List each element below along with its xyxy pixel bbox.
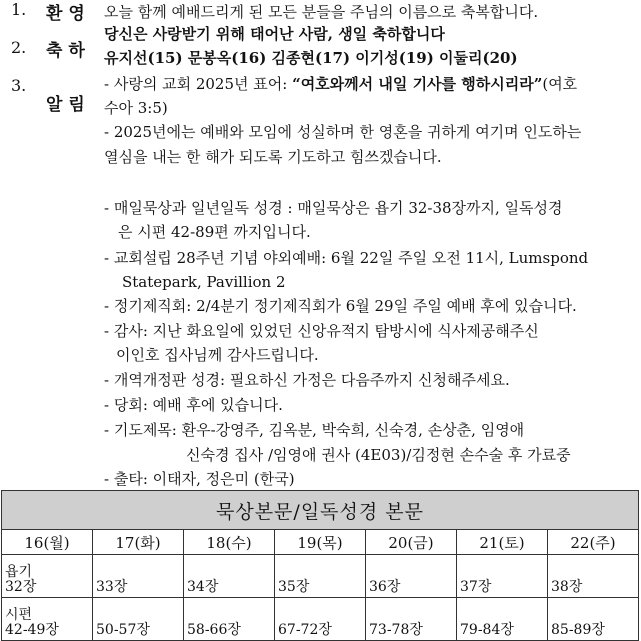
section-number-1: 1. (11, 0, 27, 19)
section-number-2: 2. (11, 38, 27, 57)
reading-table (1, 490, 639, 641)
table-row (2, 555, 639, 598)
table-row (2, 598, 639, 641)
travel-line: - 출타: 이태자, 정은미 (한국) (104, 470, 295, 488)
table-cell: 85-89장 (548, 598, 639, 641)
birthday-names: 유지선(15) 문봉옥(16) 김종현(17) 이기성(19) 이둘리(20) (104, 49, 518, 67)
table-cell: 35장 (275, 555, 366, 598)
meeting-line: - 정기제직회: 2/4분기 정기제직회가 6월 29일 주일 예배 후에 있습니다. (104, 297, 577, 315)
prayer-line-2: 신숙경 집사 /임영애 권사 (4E03)/김정현 손수술 후 가료중 (186, 446, 571, 464)
table-cell: 73-78장 (366, 598, 457, 641)
welcome-text: 오늘 함께 예배드리게 된 모든 분들을 주님의 이름으로 축복합니다. (104, 3, 539, 21)
table-cell: 37장 (457, 555, 548, 598)
table-cell (2, 555, 93, 598)
section-heading-congrats: 축하 (46, 41, 91, 61)
day-header: 21(토) (457, 530, 548, 555)
day-header: 18(수) (184, 530, 275, 555)
table-cell: 36장 (366, 555, 457, 598)
table-cell (2, 598, 93, 641)
thanks-line-1: - 감사: 지난 화요일에 있었던 신앙유적지 탐방시에 식사제공해주신 (104, 322, 539, 340)
motto-ref-end: 수아 3:5) (104, 99, 168, 117)
section-number-3: 3. (11, 76, 27, 95)
table-cell: 38장 (548, 555, 639, 598)
devotion-line-1: - 매일묵상과 일년일독 성경 : 매일묵상은 욥기 32-38장까지, 일독성경 (104, 199, 563, 217)
day-header: 19(목) (275, 530, 366, 555)
motto-quote: “여호와께서 내일 기사를 행하시리라” (292, 75, 543, 93)
day-header: 17(화) (93, 530, 184, 555)
picnic-line-2: Statepark, Pavillion 2 (122, 273, 286, 291)
day-header: 20(금) (366, 530, 457, 555)
picnic-line-1: - 교회설립 28주년 기념 야외예배: 6월 22일 주일 오전 11시, Lumspond (104, 249, 589, 267)
table-cell: 50-57장 (93, 598, 184, 641)
table-cell: 33장 (93, 555, 184, 598)
section-heading-announcements: 알림 (46, 95, 91, 115)
section-heading-welcome: 환영 (46, 4, 91, 24)
table-cell: 79-84장 (457, 598, 548, 641)
bible-line: - 개역개정판 성경: 필요하신 가정은 다음주까지 신청해주세요. (104, 371, 510, 389)
goal-line-1: - 2025년에는 예배와 모임에 성실하며 한 영혼을 귀하게 여기며 인도하는 (104, 123, 582, 141)
row-label: 시편 (5, 607, 33, 623)
cell-value: 42-49장 (5, 622, 59, 638)
reading-table-title: 묵상본문/일독성경 본문 (2, 491, 639, 530)
thanks-line-2: 이인호 집사님께 감사드립니다. (116, 346, 319, 364)
motto-line (104, 74, 577, 94)
motto-prefix: - 사랑의 교회 2025년 표어: (104, 75, 293, 93)
birthday-line: 당신은 사랑받기 위해 태어난 사람, 생일 축하합니다 (104, 25, 445, 43)
table-cell: 34장 (184, 555, 275, 598)
table-cell: 58-66장 (184, 598, 275, 641)
goal-line-2: 열심을 내는 한 해가 되도록 기도하고 힘쓰겠습니다. (104, 148, 442, 166)
cell-value: 32장 (5, 579, 37, 595)
day-header: 16(월) (2, 530, 93, 555)
devotion-line-2: 은 시편 42-89편 까지입니다. (118, 223, 311, 241)
motto-ref-start: (여호 (542, 75, 578, 93)
council-line: - 당회: 예배 후에 있습니다. (104, 396, 283, 414)
row-label: 욥기 (5, 564, 33, 580)
day-header: 22(주) (548, 530, 639, 555)
table-cell: 67-72장 (275, 598, 366, 641)
prayer-line-1: - 기도제목: 환우-강영주, 김옥분, 박숙희, 신숙경, 손상춘, 임영애 (104, 421, 525, 439)
